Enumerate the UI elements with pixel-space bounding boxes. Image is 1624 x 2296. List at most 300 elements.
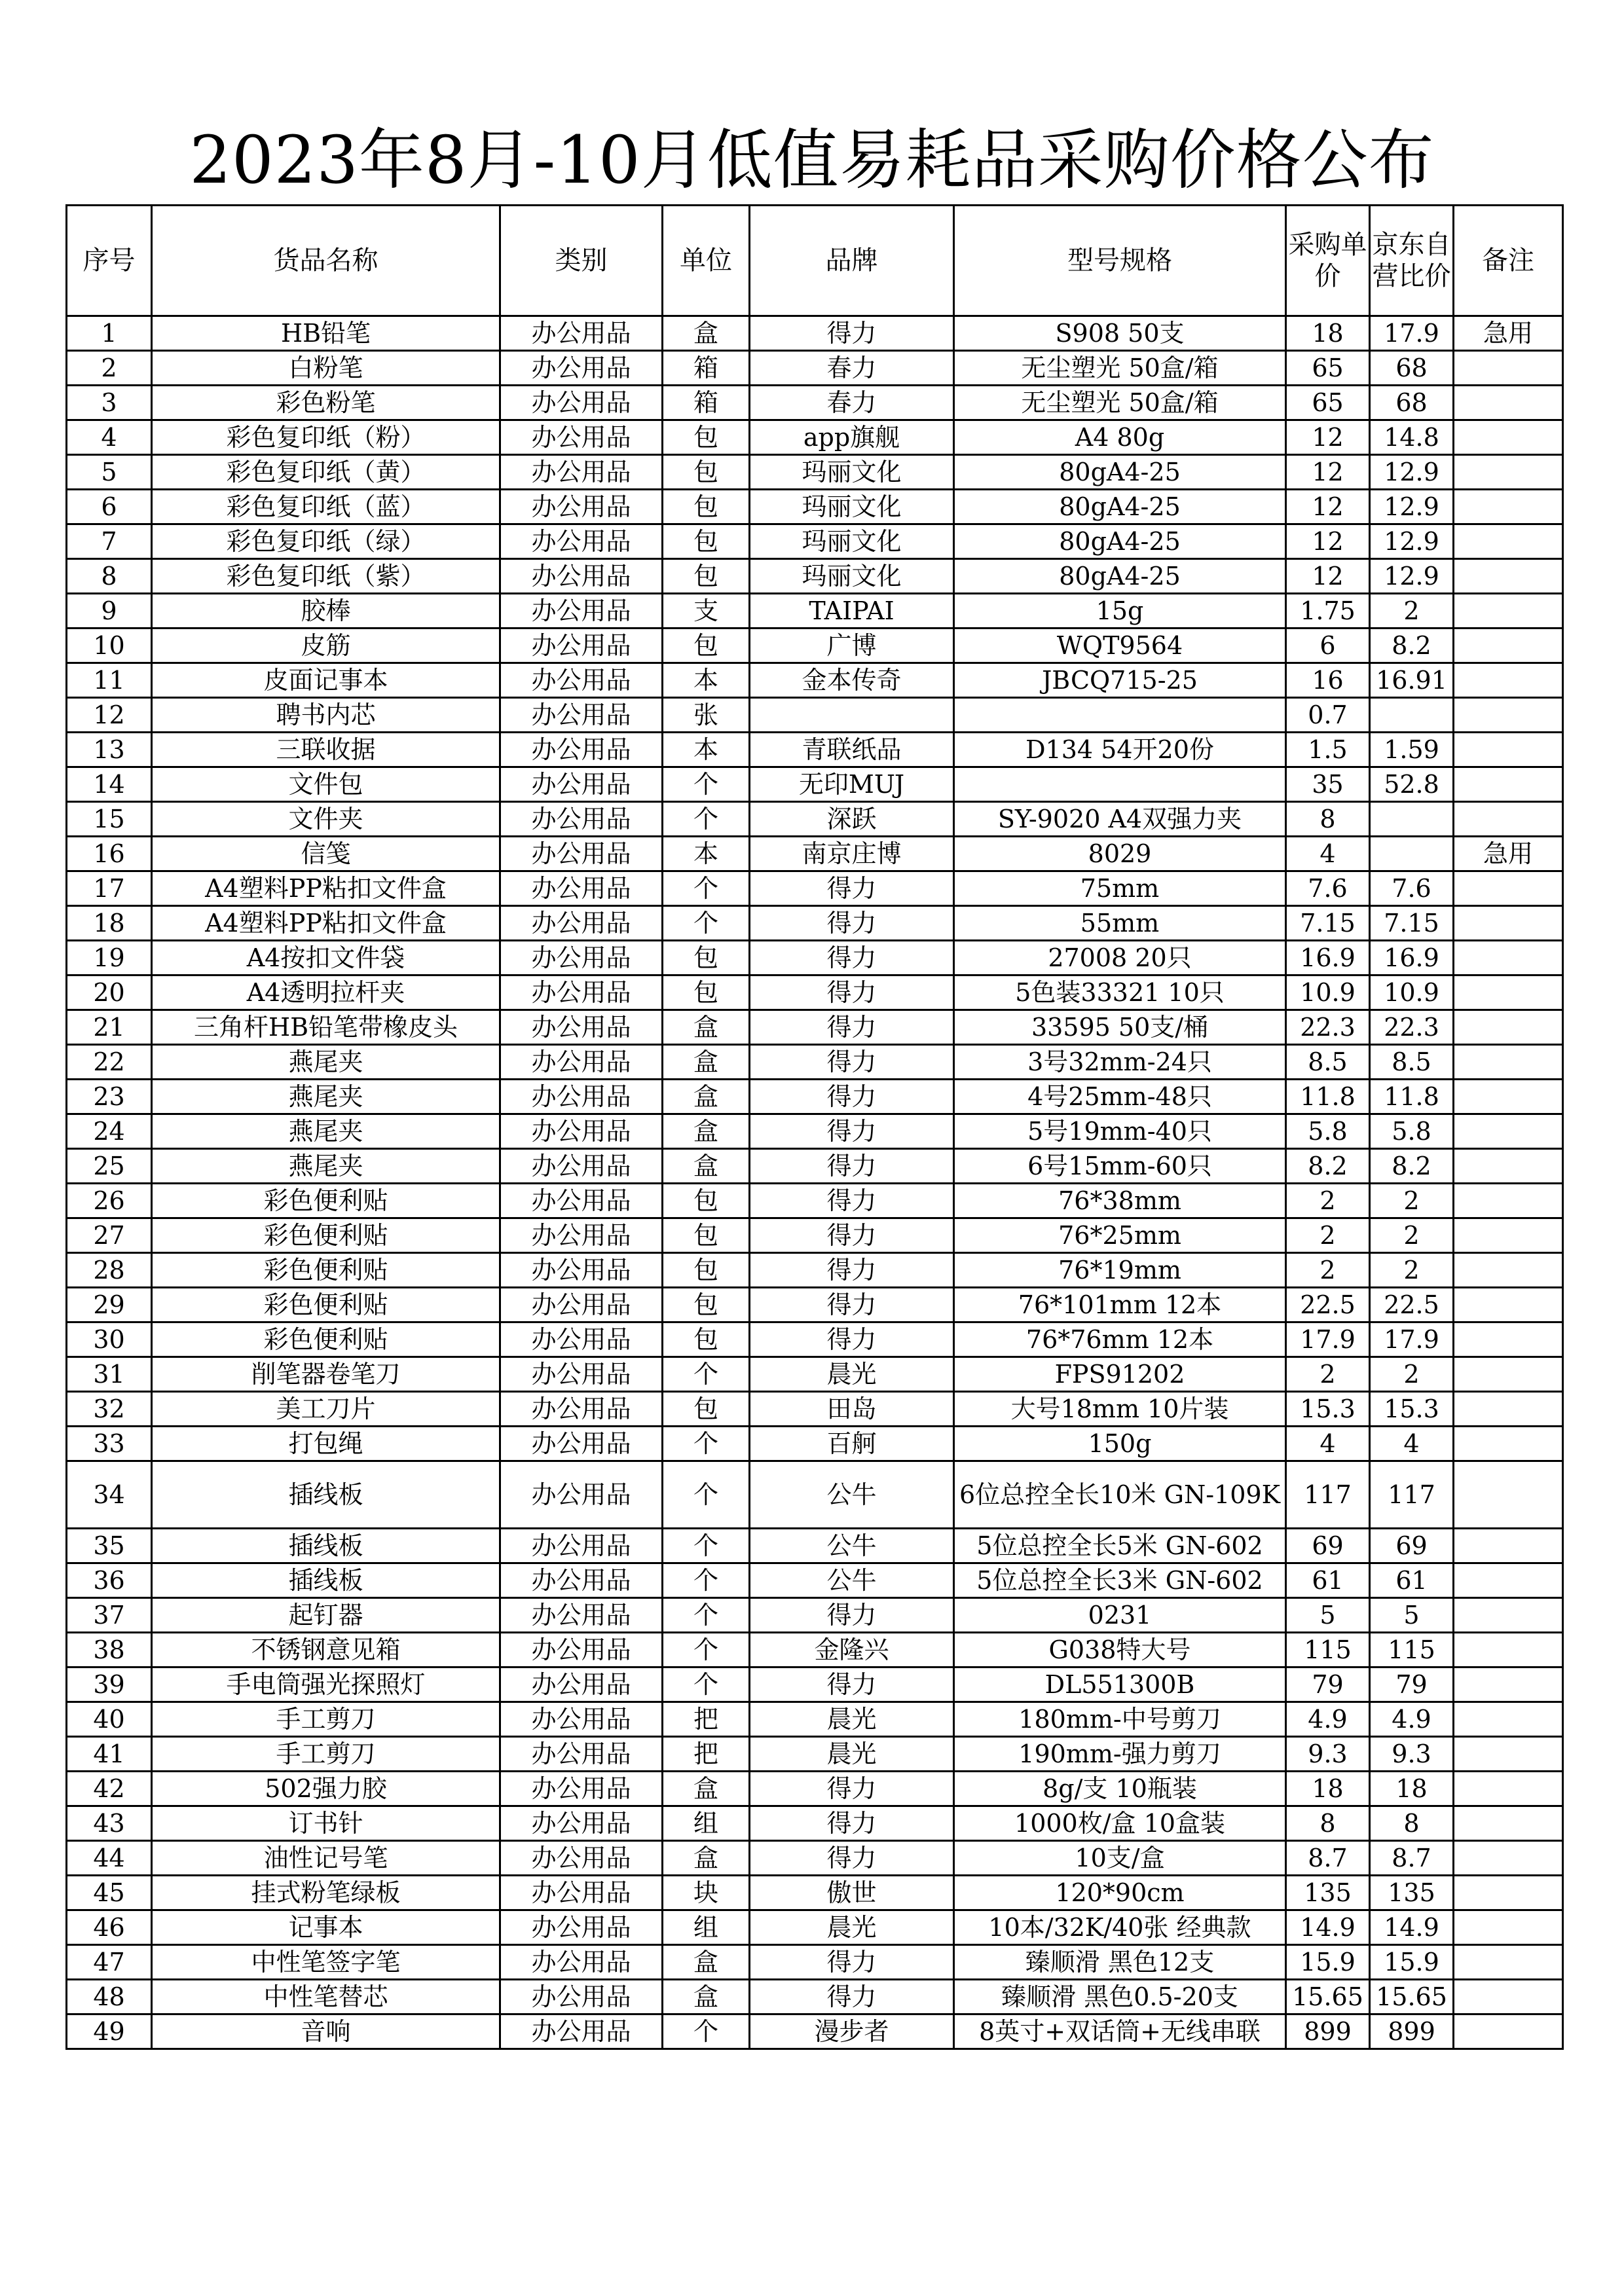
cell-category: 办公用品 (500, 351, 663, 386)
cell-name: 聘书内芯 (152, 698, 500, 733)
cell-spec: 76*25mm (954, 1218, 1286, 1253)
cell-unit: 个 (663, 906, 750, 941)
cell-note (1454, 941, 1563, 975)
cell-note (1454, 1045, 1563, 1080)
cell-spec: 8英寸+双话筒+无线串联 (954, 2014, 1286, 2049)
cell-unit: 盒 (663, 1149, 750, 1184)
cell-jd-price (1370, 698, 1454, 733)
cell-brand: 晨光 (750, 1737, 954, 1772)
cell-name: 不锈钢意见箱 (152, 1633, 500, 1667)
table-row (67, 1427, 1563, 1461)
cell-name: 彩色便利贴 (152, 1218, 500, 1253)
table-row (67, 941, 1563, 975)
cell-category: 办公用品 (500, 1010, 663, 1045)
cell-category: 办公用品 (500, 1392, 663, 1427)
cell-jd-price: 12.9 (1370, 559, 1454, 594)
cell-price: 2 (1286, 1218, 1370, 1253)
cell-name: 胶棒 (152, 594, 500, 629)
cell-note (1454, 1667, 1563, 1702)
cell-name: 音响 (152, 2014, 500, 2049)
cell-note (1454, 975, 1563, 1010)
cell-category: 办公用品 (500, 1427, 663, 1461)
price-table (65, 204, 1564, 2050)
cell-name: 手电筒强光探照灯 (152, 1667, 500, 1702)
cell-category: 办公用品 (500, 1080, 663, 1114)
cell-price: 5.8 (1286, 1114, 1370, 1149)
cell-note (1454, 524, 1563, 559)
cell-unit: 包 (663, 420, 750, 455)
cell-unit: 包 (663, 1184, 750, 1218)
cell-spec (954, 767, 1286, 802)
cell-name: 美工刀片 (152, 1392, 500, 1427)
cell-unit: 本 (663, 837, 750, 871)
cell-jd-price: 12.9 (1370, 455, 1454, 490)
cell-note (1454, 1529, 1563, 1563)
table-header-row (67, 206, 1563, 316)
cell-no: 44 (67, 1841, 152, 1876)
cell-brand: 金隆兴 (750, 1633, 954, 1667)
cell-unit: 包 (663, 559, 750, 594)
cell-category: 办公用品 (500, 975, 663, 1010)
cell-note (1454, 1149, 1563, 1184)
table-row (67, 1184, 1563, 1218)
table-row (67, 975, 1563, 1010)
cell-brand: 得力 (750, 1010, 954, 1045)
cell-brand: 玛丽文化 (750, 559, 954, 594)
cell-category: 办公用品 (500, 1667, 663, 1702)
cell-no: 45 (67, 1876, 152, 1910)
cell-jd-price: 135 (1370, 1876, 1454, 1910)
cell-jd-price: 4.9 (1370, 1702, 1454, 1737)
cell-brand: 青联纸品 (750, 733, 954, 767)
header-no: 序号 (67, 206, 152, 316)
cell-note (1454, 386, 1563, 420)
cell-jd-price: 117 (1370, 1461, 1454, 1529)
cell-brand: 百舸 (750, 1427, 954, 1461)
cell-price: 22.3 (1286, 1010, 1370, 1045)
cell-name: 三角杆HB铅笔带橡皮头 (152, 1010, 500, 1045)
cell-price: 10.9 (1286, 975, 1370, 1010)
cell-category: 办公用品 (500, 594, 663, 629)
cell-no: 5 (67, 455, 152, 490)
cell-unit: 本 (663, 663, 750, 698)
cell-category: 办公用品 (500, 1184, 663, 1218)
cell-no: 4 (67, 420, 152, 455)
table-row (67, 1633, 1563, 1667)
cell-name: 燕尾夹 (152, 1114, 500, 1149)
cell-price: 16 (1286, 663, 1370, 698)
cell-category: 办公用品 (500, 767, 663, 802)
cell-name: 彩色复印纸（紫） (152, 559, 500, 594)
cell-category: 办公用品 (500, 1702, 663, 1737)
cell-brand: 得力 (750, 1045, 954, 1080)
cell-unit: 盒 (663, 1114, 750, 1149)
cell-spec: JBCQ715-25 (954, 663, 1286, 698)
cell-note (1454, 1218, 1563, 1253)
cell-name: 插线板 (152, 1563, 500, 1598)
cell-unit: 包 (663, 490, 750, 524)
cell-jd-price: 17.9 (1370, 316, 1454, 351)
cell-unit: 个 (663, 1633, 750, 1667)
cell-price: 2 (1286, 1253, 1370, 1288)
cell-no: 8 (67, 559, 152, 594)
cell-spec: FPS91202 (954, 1357, 1286, 1392)
cell-no: 11 (67, 663, 152, 698)
cell-unit: 个 (663, 1667, 750, 1702)
cell-no: 31 (67, 1357, 152, 1392)
cell-jd-price: 8.7 (1370, 1841, 1454, 1876)
cell-category: 办公用品 (500, 1633, 663, 1667)
cell-unit: 个 (663, 2014, 750, 2049)
cell-jd-price: 7.15 (1370, 906, 1454, 941)
cell-unit: 包 (663, 1392, 750, 1427)
cell-name: 订书针 (152, 1806, 500, 1841)
cell-brand: 深跃 (750, 802, 954, 837)
cell-spec: 4号25mm-48只 (954, 1080, 1286, 1114)
cell-note (1454, 767, 1563, 802)
cell-no: 33 (67, 1427, 152, 1461)
table-row (67, 1045, 1563, 1080)
table-row (67, 1461, 1563, 1529)
cell-brand: 得力 (750, 1806, 954, 1841)
cell-brand: 公牛 (750, 1461, 954, 1529)
table-row (67, 386, 1563, 420)
cell-name: 中性笔替芯 (152, 1980, 500, 2014)
cell-jd-price: 2 (1370, 594, 1454, 629)
cell-jd-price: 7.6 (1370, 871, 1454, 906)
table-row (67, 1806, 1563, 1841)
cell-name: 燕尾夹 (152, 1149, 500, 1184)
cell-no: 12 (67, 698, 152, 733)
cell-spec: 76*19mm (954, 1253, 1286, 1288)
cell-brand: 得力 (750, 941, 954, 975)
cell-note (1454, 802, 1563, 837)
page-title: 2023年8月-10月低值易耗品采购价格公布 (189, 122, 1435, 198)
cell-name: 油性记号笔 (152, 1841, 500, 1876)
cell-category: 办公用品 (500, 1841, 663, 1876)
cell-brand: 得力 (750, 1980, 954, 2014)
cell-no: 17 (67, 871, 152, 906)
cell-no: 18 (67, 906, 152, 941)
cell-category: 办公用品 (500, 420, 663, 455)
table-row (67, 1010, 1563, 1045)
cell-note (1454, 663, 1563, 698)
cell-note (1454, 1288, 1563, 1322)
table-row (67, 1322, 1563, 1357)
cell-price: 69 (1286, 1529, 1370, 1563)
cell-note (1454, 1563, 1563, 1598)
cell-jd-price: 18 (1370, 1772, 1454, 1806)
cell-brand: 得力 (750, 1772, 954, 1806)
table-row (67, 455, 1563, 490)
table-row (67, 594, 1563, 629)
cell-note (1454, 594, 1563, 629)
cell-unit: 包 (663, 1322, 750, 1357)
cell-price: 22.5 (1286, 1288, 1370, 1322)
table-row (67, 802, 1563, 837)
table-row (67, 1702, 1563, 1737)
cell-category: 办公用品 (500, 1806, 663, 1841)
cell-unit: 盒 (663, 1772, 750, 1806)
cell-no: 26 (67, 1184, 152, 1218)
cell-category: 办公用品 (500, 1945, 663, 1980)
cell-brand: 得力 (750, 1218, 954, 1253)
cell-no: 7 (67, 524, 152, 559)
cell-unit: 箱 (663, 386, 750, 420)
cell-brand: 玛丽文化 (750, 455, 954, 490)
cell-no: 1 (67, 316, 152, 351)
cell-no: 32 (67, 1392, 152, 1427)
table-row (67, 420, 1563, 455)
cell-brand: 春力 (750, 351, 954, 386)
cell-spec: 3号32mm-24只 (954, 1045, 1286, 1080)
cell-no: 39 (67, 1667, 152, 1702)
cell-note (1454, 906, 1563, 941)
table-row (67, 1357, 1563, 1392)
cell-brand: 漫步者 (750, 2014, 954, 2049)
cell-name: 记事本 (152, 1910, 500, 1945)
cell-unit: 包 (663, 1288, 750, 1322)
cell-spec: 5号19mm-40只 (954, 1114, 1286, 1149)
cell-spec (954, 698, 1286, 733)
cell-category: 办公用品 (500, 386, 663, 420)
cell-jd-price: 14.8 (1370, 420, 1454, 455)
cell-brand: 得力 (750, 1945, 954, 1980)
table-row (67, 1114, 1563, 1149)
cell-no: 14 (67, 767, 152, 802)
cell-note (1454, 559, 1563, 594)
cell-price: 61 (1286, 1563, 1370, 1598)
cell-note (1454, 1392, 1563, 1427)
cell-brand: 得力 (750, 1667, 954, 1702)
cell-jd-price: 1.59 (1370, 733, 1454, 767)
header-unit: 单位 (663, 206, 750, 316)
cell-price: 12 (1286, 559, 1370, 594)
table-row (67, 1667, 1563, 1702)
cell-price: 0.7 (1286, 698, 1370, 733)
cell-spec: 大号18mm 10片装 (954, 1392, 1286, 1427)
cell-jd-price: 22.3 (1370, 1010, 1454, 1045)
cell-name: 文件夹 (152, 802, 500, 837)
cell-brand: 春力 (750, 386, 954, 420)
cell-spec: 5位总控全长5米 GN-602 (954, 1529, 1286, 1563)
table-row (67, 1149, 1563, 1184)
cell-category: 办公用品 (500, 524, 663, 559)
cell-unit: 支 (663, 594, 750, 629)
cell-jd-price: 61 (1370, 1563, 1454, 1598)
cell-name: 彩色粉笔 (152, 386, 500, 420)
cell-unit: 盒 (663, 1010, 750, 1045)
cell-unit: 个 (663, 1427, 750, 1461)
cell-brand: 公牛 (750, 1529, 954, 1563)
cell-note (1454, 490, 1563, 524)
cell-category: 办公用品 (500, 871, 663, 906)
cell-unit: 个 (663, 1357, 750, 1392)
cell-category: 办公用品 (500, 802, 663, 837)
cell-name: 中性笔签字笔 (152, 1945, 500, 1980)
cell-no: 22 (67, 1045, 152, 1080)
cell-brand: 公牛 (750, 1563, 954, 1598)
table-row (67, 1737, 1563, 1772)
cell-unit: 组 (663, 1806, 750, 1841)
cell-spec: 80gA4-25 (954, 455, 1286, 490)
cell-note (1454, 1876, 1563, 1910)
cell-price: 65 (1286, 386, 1370, 420)
table-row (67, 1080, 1563, 1114)
cell-brand: 玛丽文化 (750, 490, 954, 524)
cell-name: 打包绳 (152, 1427, 500, 1461)
cell-spec: 33595 50支/桶 (954, 1010, 1286, 1045)
table-row (67, 1841, 1563, 1876)
cell-name: 燕尾夹 (152, 1080, 500, 1114)
cell-name: 彩色复印纸（黄） (152, 455, 500, 490)
table-row (67, 1218, 1563, 1253)
cell-name: 信笺 (152, 837, 500, 871)
header-category: 类别 (500, 206, 663, 316)
cell-spec: SY-9020 A4双强力夹 (954, 802, 1286, 837)
cell-jd-price: 14.9 (1370, 1910, 1454, 1945)
cell-jd-price: 52.8 (1370, 767, 1454, 802)
cell-no: 19 (67, 941, 152, 975)
cell-price: 12 (1286, 455, 1370, 490)
cell-note: 急用 (1454, 837, 1563, 871)
cell-category: 办公用品 (500, 1563, 663, 1598)
table-row (67, 1945, 1563, 1980)
cell-jd-price: 4 (1370, 1427, 1454, 1461)
cell-note (1454, 733, 1563, 767)
cell-unit: 个 (663, 871, 750, 906)
cell-spec: G038特大号 (954, 1633, 1286, 1667)
cell-price: 8.2 (1286, 1149, 1370, 1184)
cell-spec: 80gA4-25 (954, 559, 1286, 594)
cell-unit: 个 (663, 1598, 750, 1633)
cell-category: 办公用品 (500, 629, 663, 663)
cell-price: 15.9 (1286, 1945, 1370, 1980)
cell-brand: 晨光 (750, 1910, 954, 1945)
cell-category: 办公用品 (500, 1980, 663, 2014)
cell-no: 20 (67, 975, 152, 1010)
table-row (67, 837, 1563, 871)
cell-name: 手工剪刀 (152, 1737, 500, 1772)
cell-no: 2 (67, 351, 152, 386)
cell-price: 14.9 (1286, 1910, 1370, 1945)
cell-note (1454, 2014, 1563, 2049)
table-row (67, 871, 1563, 906)
cell-jd-price: 2 (1370, 1218, 1454, 1253)
cell-no: 37 (67, 1598, 152, 1633)
cell-price: 5 (1286, 1598, 1370, 1633)
cell-brand: 得力 (750, 1288, 954, 1322)
cell-no: 25 (67, 1149, 152, 1184)
cell-price: 15.65 (1286, 1980, 1370, 2014)
cell-price: 18 (1286, 1772, 1370, 1806)
cell-price: 4 (1286, 1427, 1370, 1461)
cell-price: 18 (1286, 316, 1370, 351)
header-price: 采购单价 (1286, 206, 1370, 316)
cell-category: 办公用品 (500, 1253, 663, 1288)
cell-spec: D134 54开20份 (954, 733, 1286, 767)
table-row (67, 559, 1563, 594)
cell-brand: 得力 (750, 906, 954, 941)
cell-jd-price: 5.8 (1370, 1114, 1454, 1149)
cell-category: 办公用品 (500, 2014, 663, 2049)
cell-spec: DL551300B (954, 1667, 1286, 1702)
cell-brand: 得力 (750, 1253, 954, 1288)
cell-price: 8 (1286, 802, 1370, 837)
cell-jd-price (1370, 802, 1454, 837)
cell-category: 办公用品 (500, 1218, 663, 1253)
cell-price: 115 (1286, 1633, 1370, 1667)
cell-unit: 包 (663, 1253, 750, 1288)
cell-unit: 块 (663, 1876, 750, 1910)
cell-price: 35 (1286, 767, 1370, 802)
cell-jd-price: 2 (1370, 1184, 1454, 1218)
cell-note (1454, 1841, 1563, 1876)
cell-no: 49 (67, 2014, 152, 2049)
cell-spec: 0231 (954, 1598, 1286, 1633)
cell-brand: 得力 (750, 1184, 954, 1218)
table-row (67, 1288, 1563, 1322)
cell-jd-price: 68 (1370, 386, 1454, 420)
cell-unit: 个 (663, 802, 750, 837)
cell-no: 41 (67, 1737, 152, 1772)
cell-name: 文件包 (152, 767, 500, 802)
cell-spec: 8g/支 10瓶装 (954, 1772, 1286, 1806)
cell-spec: A4 80g (954, 420, 1286, 455)
cell-unit: 包 (663, 524, 750, 559)
cell-unit: 盒 (663, 1945, 750, 1980)
cell-name: 挂式粉笔绿板 (152, 1876, 500, 1910)
cell-unit: 箱 (663, 351, 750, 386)
cell-name: 502强力胶 (152, 1772, 500, 1806)
cell-no: 30 (67, 1322, 152, 1357)
cell-jd-price: 8.2 (1370, 629, 1454, 663)
cell-category: 办公用品 (500, 1529, 663, 1563)
cell-no: 46 (67, 1910, 152, 1945)
cell-spec: 臻顺滑 黑色12支 (954, 1945, 1286, 1980)
table-row (67, 1253, 1563, 1288)
table-row (67, 767, 1563, 802)
cell-jd-price: 8.5 (1370, 1045, 1454, 1080)
cell-note (1454, 1598, 1563, 1633)
cell-price: 2 (1286, 1184, 1370, 1218)
cell-no: 6 (67, 490, 152, 524)
cell-name: 皮筋 (152, 629, 500, 663)
header-jd-price: 京东自营比价 (1370, 206, 1454, 316)
cell-no: 29 (67, 1288, 152, 1322)
cell-name: A4塑料PP粘扣文件盒 (152, 906, 500, 941)
cell-brand: 得力 (750, 1149, 954, 1184)
cell-spec: 80gA4-25 (954, 524, 1286, 559)
cell-note (1454, 1184, 1563, 1218)
cell-jd-price: 15.3 (1370, 1392, 1454, 1427)
cell-category: 办公用品 (500, 1772, 663, 1806)
cell-note (1454, 420, 1563, 455)
cell-brand: 得力 (750, 1841, 954, 1876)
cell-category: 办公用品 (500, 1598, 663, 1633)
cell-name: 起钉器 (152, 1598, 500, 1633)
cell-no: 35 (67, 1529, 152, 1563)
cell-note (1454, 455, 1563, 490)
cell-category: 办公用品 (500, 1910, 663, 1945)
cell-spec: 6号15mm-60只 (954, 1149, 1286, 1184)
cell-brand: 晨光 (750, 1357, 954, 1392)
cell-jd-price: 16.91 (1370, 663, 1454, 698)
cell-jd-price: 2 (1370, 1253, 1454, 1288)
cell-spec: 1000枚/盒 10盒装 (954, 1806, 1286, 1841)
cell-spec: WQT9564 (954, 629, 1286, 663)
cell-jd-price: 79 (1370, 1667, 1454, 1702)
